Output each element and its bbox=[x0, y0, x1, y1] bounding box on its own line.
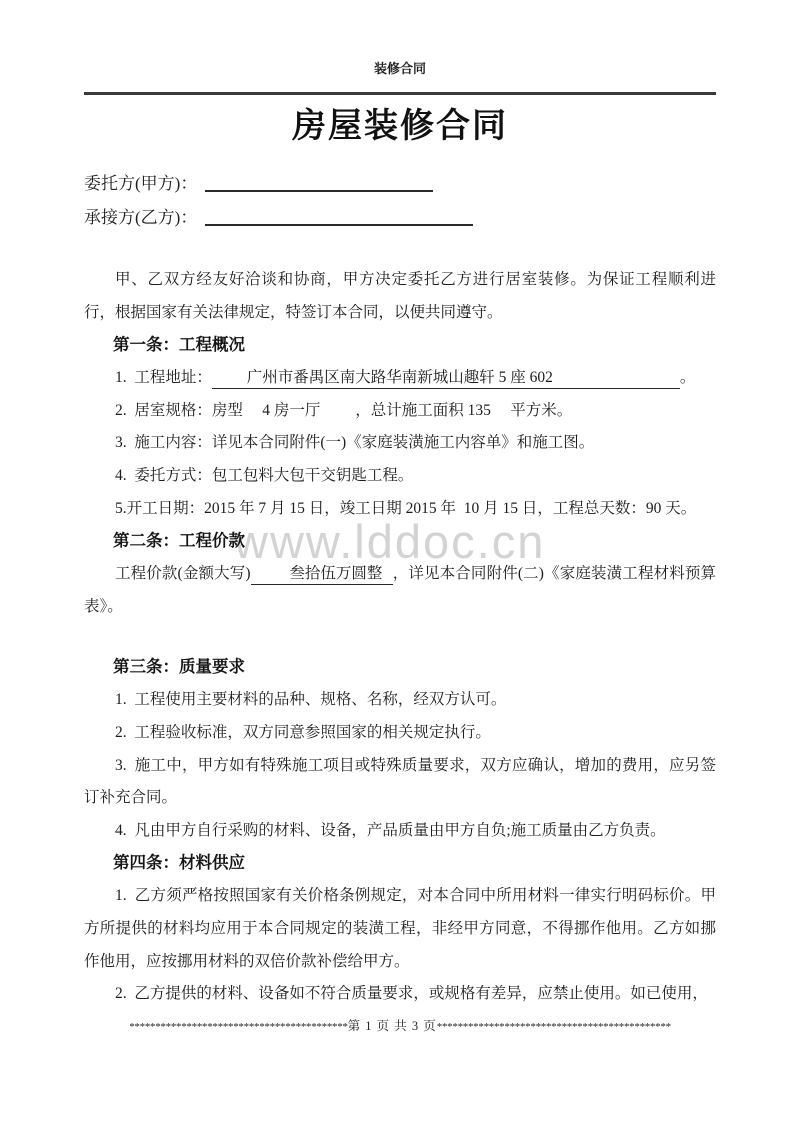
contract-item: 2. 乙方提供的材料、设备如不符合质量要求，或规格有差异，应禁止使用。如已使用， bbox=[115, 985, 708, 1003]
party-b-blank bbox=[205, 204, 473, 226]
section3-heading: 第三条：质量要求 bbox=[113, 658, 245, 677]
document-header-label: 装修合同 bbox=[373, 61, 426, 76]
contract-item: 1. 乙方须严格按照国家有关价格条例规定，对本合同中所用材料一律实行明码标价。甲方所提供的材料均应用于本合同规定的装潢工程，非经甲方同意，不得挪作他用。乙方如挪作他用，应按挪用材料的双倍价款补偿给甲方。 bbox=[84, 887, 716, 970]
watermark: www.lddoc.cn bbox=[234, 515, 546, 568]
section1-heading: 第一条：工程概况 bbox=[113, 336, 245, 355]
section2-heading: 第二条：工程价款 bbox=[113, 532, 245, 551]
page-footer bbox=[84, 1018, 716, 1035]
price-suffix: ，详见本合同附件(二)《家庭装潢工程材料预算表》。 bbox=[84, 565, 717, 615]
contract-item: 1. 工程使用主要材料的品种、规格、名称，经双方认可。 bbox=[115, 691, 507, 709]
address-blank: 广州市番禺区南大路华南新城山趣轩 5 座 602 bbox=[212, 368, 680, 389]
contract-item: 4. 凡由甲方自行采购的材料、设备，产品质量由甲方自负;施工质量由乙方负责。 bbox=[115, 821, 666, 839]
section4-heading: 第四条：材料供应 bbox=[113, 854, 245, 873]
party-a-label: 委托方(甲方)： bbox=[84, 174, 198, 193]
footer-page-info: 第 1 页 共 3 页 bbox=[347, 1018, 437, 1033]
contract-item bbox=[84, 362, 716, 395]
page-title: 房屋装修合同 bbox=[292, 107, 508, 145]
contract-item: 5.开工日期：2015 年 7 月 15 日，竣工日期 2015 年 10 月 15 日，工程总天数：90 天。 bbox=[115, 499, 697, 517]
contract-item: 3. 施工内容：详见本合同附件(一)《家庭装潢施工内容单》和施工图。 bbox=[115, 434, 595, 452]
price-label: 工程价款(金额大写) bbox=[115, 565, 251, 583]
party-a-blank bbox=[205, 170, 433, 192]
item-address-label: 1. 工程地址： bbox=[115, 369, 212, 387]
contract-item: 3. 施工中，甲方如有特殊施工项目或特殊质量要求，双方应确认，增加的费用，应另签订补充合同。 bbox=[84, 756, 716, 807]
intro-paragraph: 甲、乙双方经友好洽谈和协商，甲方决定委托乙方进行居室装修。为保证工程顺利进行，根据国家有关法律规定，特签订本合同，以便共同遵守。 bbox=[84, 271, 716, 321]
party-b-row bbox=[84, 201, 716, 235]
party-b-label: 承接方(乙方)： bbox=[84, 208, 198, 227]
footer-stars-left: ****************************************** bbox=[129, 1020, 348, 1033]
item-address-suffix: 。 bbox=[679, 369, 696, 387]
footer-stars-right: ********************************************* bbox=[436, 1020, 671, 1033]
header-divider bbox=[84, 92, 716, 95]
amount-blank: 叁拾伍万圆整 bbox=[251, 564, 393, 585]
contract-item: 4. 委托方式：包工包料大包干交钥匙工程。 bbox=[115, 466, 414, 484]
party-a-row bbox=[84, 167, 716, 201]
contract-item: 2. 工程验收标准，双方同意参照国家的相关规定执行。 bbox=[115, 723, 491, 741]
price-paragraph bbox=[84, 558, 716, 623]
contract-item: 2. 居室规格：房型 4 房一厅 ，总计施工面积 135 平方米。 bbox=[115, 401, 573, 419]
